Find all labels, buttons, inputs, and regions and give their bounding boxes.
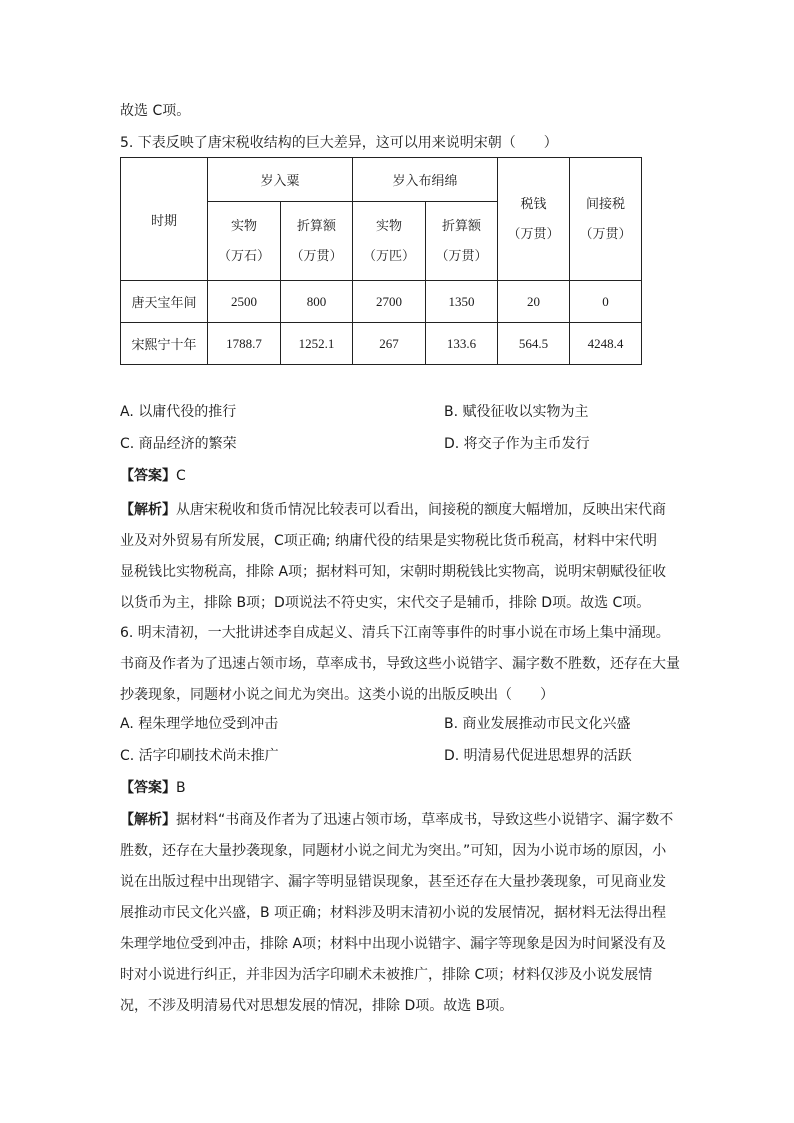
cell-cash: 20 <box>498 281 570 323</box>
cell-cloth-converted: 1350 <box>426 281 498 323</box>
table-row <box>121 323 642 365</box>
q6-stem: 6. 明末清初，一大批讲述李自成起义、清兵下江南等事件的时事小说在市场上集中涌现。 书商及作者为了迅速占领市场，草率成书，导致这些小说错字、漏字数不胜数，还存在大量 抄袭现象，同题材小说之间尤为突出。这类小说的出版反映出（ ） <box>120 625 680 703</box>
answer-label: 【答案】 <box>120 468 176 484</box>
subheader-cloth-actual: 实物 （万匹） <box>353 202 426 281</box>
header-cloth: 岁入布绢绵 <box>353 158 498 202</box>
row-period: 唐天宝年间 <box>121 281 208 323</box>
subheader-grain-converted: 折算额 （万贯） <box>281 202 353 281</box>
cell-cloth-actual: 2700 <box>353 281 426 323</box>
answer-value: C <box>176 468 186 484</box>
cell-indirect: 4248.4 <box>570 323 642 365</box>
q5-option-d: D. 将交子作为主币发行 <box>444 436 590 452</box>
q5-analysis: 【解析】从唐宋税收和货币情况比较表可以看出，间接税的额度大幅增加，反映出宋代商 业及对外贸易有所发展，C项正确; 纳庸代役的结果是实物税比货币税高，材料中宋代明 显税钱比实物税高，排除 A项；据材料可知，宋朝时期税钱比实物高，说明宋朝赋役征收 以货币为主，排除 B项；D项说法不符史实，宋代交子是辅币，排除 D项。故选 C项。 <box>120 502 667 611</box>
q6-option-b: B. 商业发展推动市民文化兴盛 <box>444 716 631 732</box>
previous-answer-tail: 故选 C项。 <box>120 103 191 119</box>
cell-cloth-converted: 133.6 <box>426 323 498 365</box>
cell-cash: 564.5 <box>498 323 570 365</box>
cell-cloth-actual: 267 <box>353 323 426 365</box>
cell-grain-converted: 1252.1 <box>281 323 353 365</box>
header-period: 时期 <box>121 158 208 281</box>
q6-option-d: D. 明清易代促进思想界的活跃 <box>444 748 632 764</box>
table-row <box>121 281 642 323</box>
q5-answer <box>120 466 186 486</box>
tax-comparison-table <box>120 157 642 365</box>
q6-option-c: C. 活字印刷技术尚未推广 <box>120 748 279 764</box>
cell-grain-actual: 1788.7 <box>208 323 281 365</box>
answer-value: B <box>176 780 186 796</box>
q5-option-c: C. 商品经济的繁荣 <box>120 436 237 452</box>
header-grain: 岁入粟 <box>208 158 353 202</box>
cell-grain-converted: 800 <box>281 281 353 323</box>
cell-indirect: 0 <box>570 281 642 323</box>
subheader-cloth-converted: 折算额 （万贯） <box>426 202 498 281</box>
row-period: 宋熙宁十年 <box>121 323 208 365</box>
cell-grain-actual: 2500 <box>208 281 281 323</box>
q5-option-a: A. 以庸代役的推行 <box>120 404 237 420</box>
q5-option-b: B. 赋役征收以实物为主 <box>444 404 589 420</box>
analysis-label: 【解析】 <box>120 812 176 828</box>
q6-analysis: 【解析】据材料“书商及作者为了迅速占领市场，草率成书，导致这些小说错字、漏字数不 胜数，还存在大量抄袭现象，同题材小说之间尤为突出。”可知，因为小说市场的原因，小 说在出版过程中出现错字、漏字等明显错误现象，甚至还存在大量抄袭现象，可见商业发 展推动市民文化兴盛，B 项正确；材料涉及明末清初小说的发展情况，据材料无法得出程 朱理学地位受到冲击，排除 A项；材料中出现小说错字、漏字等现象是因为时间紧没有及 时对小说进行纠正，并非因为活字印刷术未被推广，排除 C项；材料仅涉及小说发展情 况，不涉及明清易代对思想发展的情况，排除 D项。故选 B项。 <box>120 812 674 1014</box>
header-indirect: 间接税 （万贯） <box>570 158 642 281</box>
q6-answer <box>120 778 186 798</box>
q6-option-a: A. 程朱理学地位受到冲击 <box>120 716 279 732</box>
analysis-label: 【解析】 <box>120 502 176 518</box>
q5-stem: 5. 下表反映了唐宋税收结构的巨大差异，这可以用来说明宋朝（ ） <box>120 135 558 151</box>
header-cash: 税钱 （万贯） <box>498 158 570 281</box>
answer-label: 【答案】 <box>120 780 176 796</box>
subheader-grain-actual: 实物 （万石） <box>208 202 281 281</box>
